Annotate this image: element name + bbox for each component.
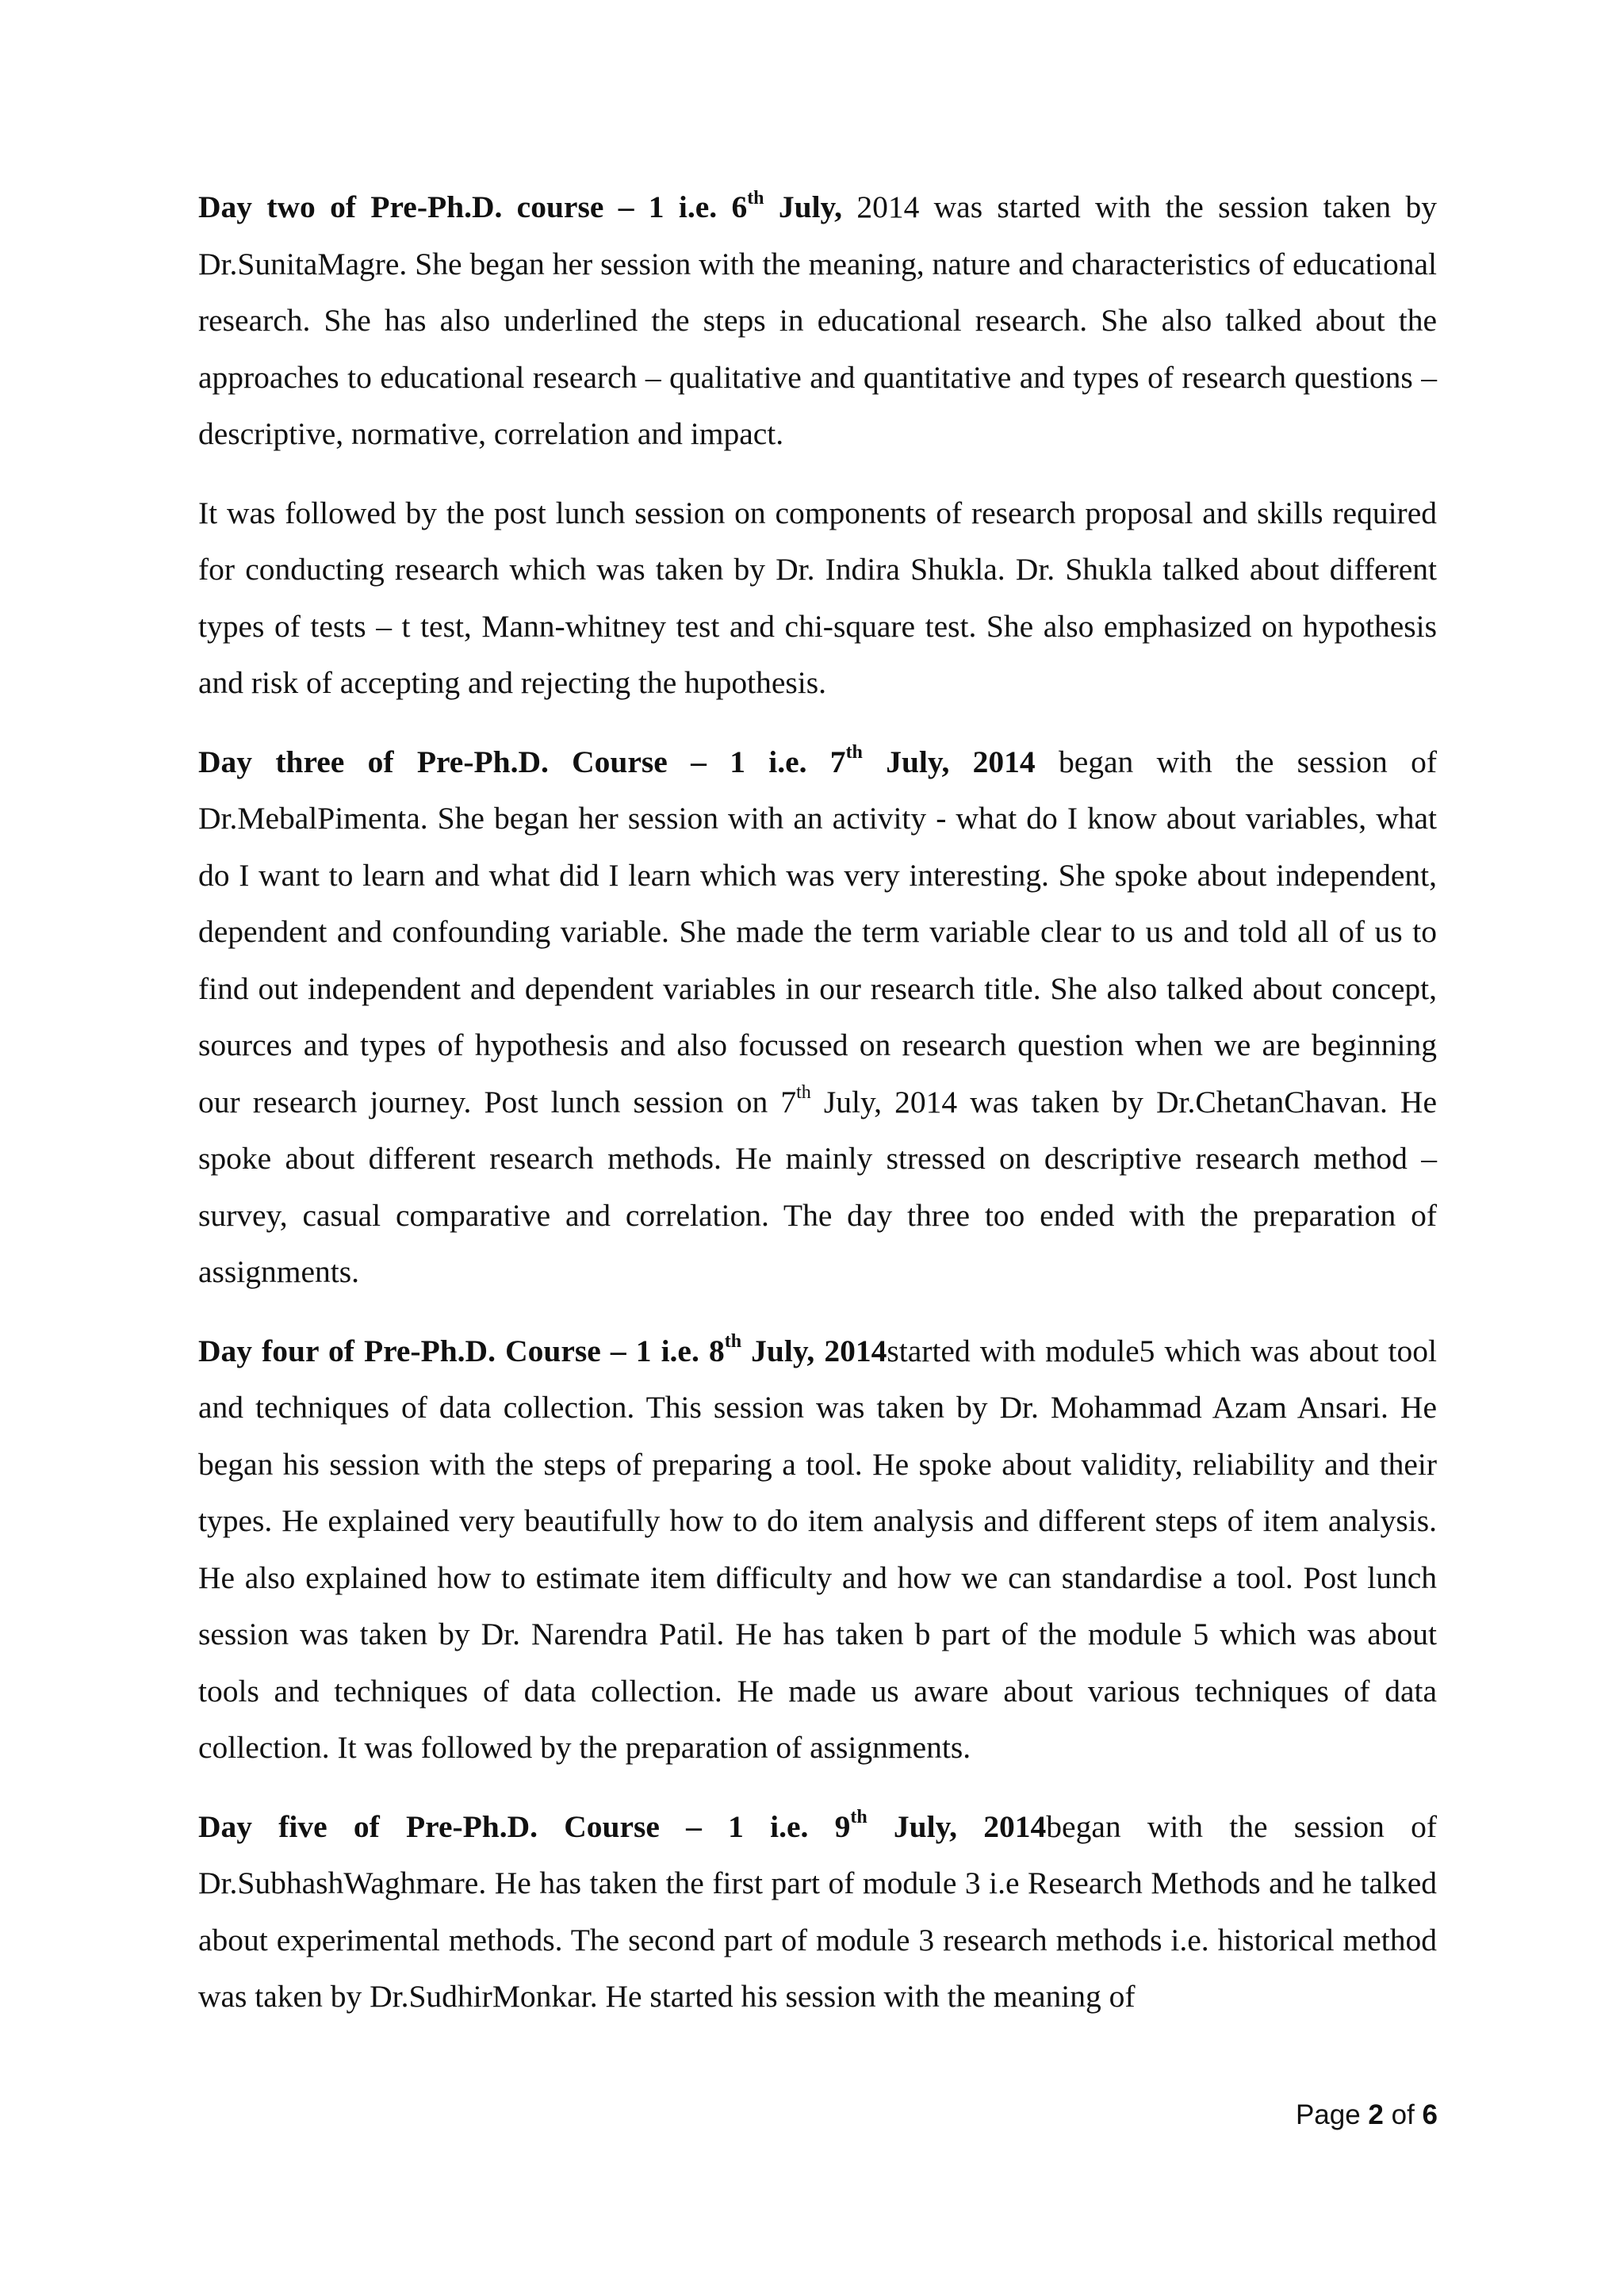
- ordinal-suffix: th: [747, 187, 764, 209]
- page-label: Page: [1295, 2099, 1369, 2130]
- paragraph-day-five: [198, 1799, 1437, 2026]
- page-of-label: of: [1383, 2099, 1423, 2130]
- paragraph-text: began with the session of Dr.MebalPimenta. She began her session with an activity - what do I know about variables, what do I want to learn and what did I learn which was very interesting. She spoke about independent, dependent and confounding variable. She made the term variable clear to us and told all of us to find out independent and dependent variables in our research title. She also talked about concept, sources and types of hypothesis and also focussed on research question when we are beginning our research journey. Post lunch session on 7: [198, 744, 1437, 1119]
- current-page-number: 2: [1368, 2099, 1384, 2130]
- paragraph-text: started with module5 which was about tool and techniques of data collection. This session was taken by Dr. Mohammad Azam Ansari. He began his session with the steps of preparing a tool. He spoke about validity, reliability and their types. He explained very beautifully how to do item analysis and different steps of item analysis. He also explained how to estimate item difficulty and how we can standardise a tool. Post lunch session was taken by Dr. Narendra Patil. He has taken b part of the module 5 which was about tools and techniques of data collection. He made us aware about various techniques of data collection. It was followed by the preparation of assignments.: [198, 1333, 1437, 1765]
- ordinal-suffix: th: [845, 742, 863, 763]
- heading-date: July, 2014: [867, 1808, 1047, 1844]
- heading-text: Day four of Pre-Ph.D. Course – 1 i.e. 8: [198, 1333, 725, 1368]
- paragraph-heading: [198, 744, 1036, 779]
- heading-text: Day two of Pre-Ph.D. course – 1 i.e. 6: [198, 189, 748, 224]
- paragraph-day-four: [198, 1323, 1437, 1777]
- ordinal-suffix: th: [724, 1331, 742, 1353]
- total-page-count: 6: [1422, 2099, 1438, 2130]
- heading-date: July,: [764, 189, 842, 224]
- heading-text: Day five of Pre-Ph.D. Course – 1 i.e. 9: [198, 1808, 851, 1844]
- document-body: [198, 179, 1437, 2048]
- paragraph-text: began with the session of Dr.SubhashWaghmare. He has taken the first part of module 3 i.e Research Methods and he talked about experimental methods. The second part of module 3 research methods i.e. historical method was taken by Dr.SudhirMonkar. He started his session with the meaning of: [198, 1808, 1438, 2014]
- heading-text: Day three of Pre-Ph.D. Course – 1 i.e. 7: [198, 744, 846, 779]
- ordinal-suffix: th: [796, 1082, 811, 1104]
- paragraph-day-two: [198, 179, 1437, 463]
- paragraph-day-three: [198, 734, 1437, 1301]
- heading-date: July, 2014: [741, 1333, 887, 1368]
- ordinal-suffix: th: [850, 1807, 868, 1828]
- paragraph-heading: [198, 1809, 1046, 1844]
- paragraph-post-lunch: [198, 485, 1437, 712]
- paragraph-text-continued: July, 2014 was taken by Dr.ChetanChavan. He spoke about different research methods. He mainly stressed on descriptive research method – survey, casual comparative and correlation. The day three too ended with the preparation of assignments.: [198, 1084, 1437, 1289]
- paragraph-text: It was followed by the post lunch session on components of research proposal and skills required for conducting research which was taken by Dr. Indira Shukla. Dr. Shukla talked about different types of tests – t test, Mann-whitney test and chi-square test. She also emphasized on hypothesis and risk of accepting and rejecting the hupothesis.: [198, 495, 1437, 700]
- page-number-footer: [1296, 2099, 1438, 2131]
- paragraph-heading: [198, 1331, 887, 1368]
- paragraph-text: 2014 was started with the session taken by Dr.SunitaMagre. She began her session with the meaning, nature and characteristics of educational research. She has also underlined the steps in educational research. She also talked about the approaches to educational research – qualitative and quantitative and types of research questions – descriptive, normative, correlation and impact.: [198, 189, 1437, 451]
- paragraph-heading: [198, 189, 842, 224]
- heading-date: July, 2014: [862, 744, 1036, 779]
